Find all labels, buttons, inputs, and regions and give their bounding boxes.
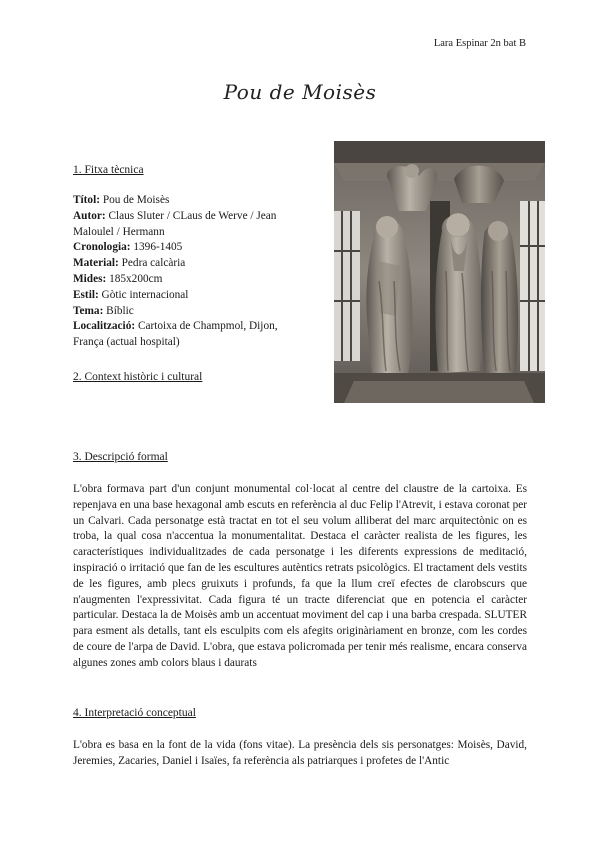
document-title: Pou de Moisès — [223, 80, 377, 104]
sculpture-photo — [334, 141, 545, 403]
field-label: Localització: — [73, 320, 136, 333]
technical-sheet — [73, 193, 305, 351]
section-heading-interpretation: 4. Interpretació conceptual — [73, 707, 196, 719]
section-heading-description: 3. Descripció formal — [73, 451, 168, 463]
field-value: Claus Sluter / CLaus de Werve / Jean Maloulel / Hermann — [73, 209, 277, 238]
field-label: Tema: — [73, 304, 104, 317]
field-value: Bíblic — [103, 304, 134, 317]
field-label: Cronologia: — [73, 241, 131, 254]
field-author — [73, 209, 305, 241]
field-value: Pou de Moisès — [100, 194, 170, 206]
field-label: Material: — [73, 257, 119, 270]
field-chronology — [73, 240, 305, 256]
field-theme — [73, 304, 305, 320]
field-style — [73, 288, 305, 304]
field-label: Mides: — [73, 272, 107, 285]
field-size — [73, 272, 305, 288]
author-line: Lara Espinar 2n bat B — [433, 38, 526, 49]
field-material — [73, 256, 305, 272]
interpretation-paragraph: L'obra es basa en la font de la vida (fons vitae). La presència dels sis personatges: Moisès, David, Jeremies, Zacaries, Daniel i Isaïes, fa referència als patriarques i profetes de l'Antic — [73, 739, 527, 767]
field-label: Estil: — [73, 288, 99, 301]
field-value: Cartoixa de Champmol, Dijon, França (actual hospital) — [73, 320, 278, 349]
field-location — [73, 319, 305, 351]
description-paragraph: L'obra formava part d'un conjunt monumental col·locat al centre del claustre de la cartoixa. Es repenjava en una base hexagonal amb escuts en referència al duc Felip l'Atrevit, i estava coronat per un Calvari. Cada personatge està tractat en tot el seu volum alliberat del marc arquitectònic on es troba, la qual cosa n'accentua la monumentalitat. Destaca el caràcter realista de les figures, les característiques individualitzades de cada personatge i les diferents expressions de meditació, inspiració o irritació que fan de les escultures autèntics retrats psicològics. El tractament dels vestits de les figures, amb plecs gruixuts i profunds, fa que la llum creï efectes de clarobscurs que n'augmenten l'expressivitat. Cada figura té un tracte diferenciat que en potencia el caràcter particular. Destaca la de Moisès amb un accentuat moviment del cap i una barba crespada. SLUTER para esment als detalls, tant els esculpits com els afegits originàriament en bronze, com les cordes de coure de l'arpa de David. L'obra, que estava policromada per tenir més realisme, encara conserva algunes zones amb colors blaus i daurats — [73, 483, 527, 669]
field-value: Pedra calcària — [118, 257, 186, 270]
sculpture-photo-graphic — [334, 141, 545, 403]
section-heading-context: 2. Context històric i cultural — [73, 371, 203, 383]
field-value: Gòtic internacional — [98, 288, 189, 301]
field-value: 185x200cm — [106, 272, 163, 285]
field-label: Títol: — [73, 194, 100, 206]
section-heading-fitxa: 1. Fitxa tècnica — [73, 164, 144, 176]
field-label: Autor: — [73, 209, 106, 222]
field-value: 1396-1405 — [130, 241, 183, 254]
field-title — [73, 193, 305, 209]
